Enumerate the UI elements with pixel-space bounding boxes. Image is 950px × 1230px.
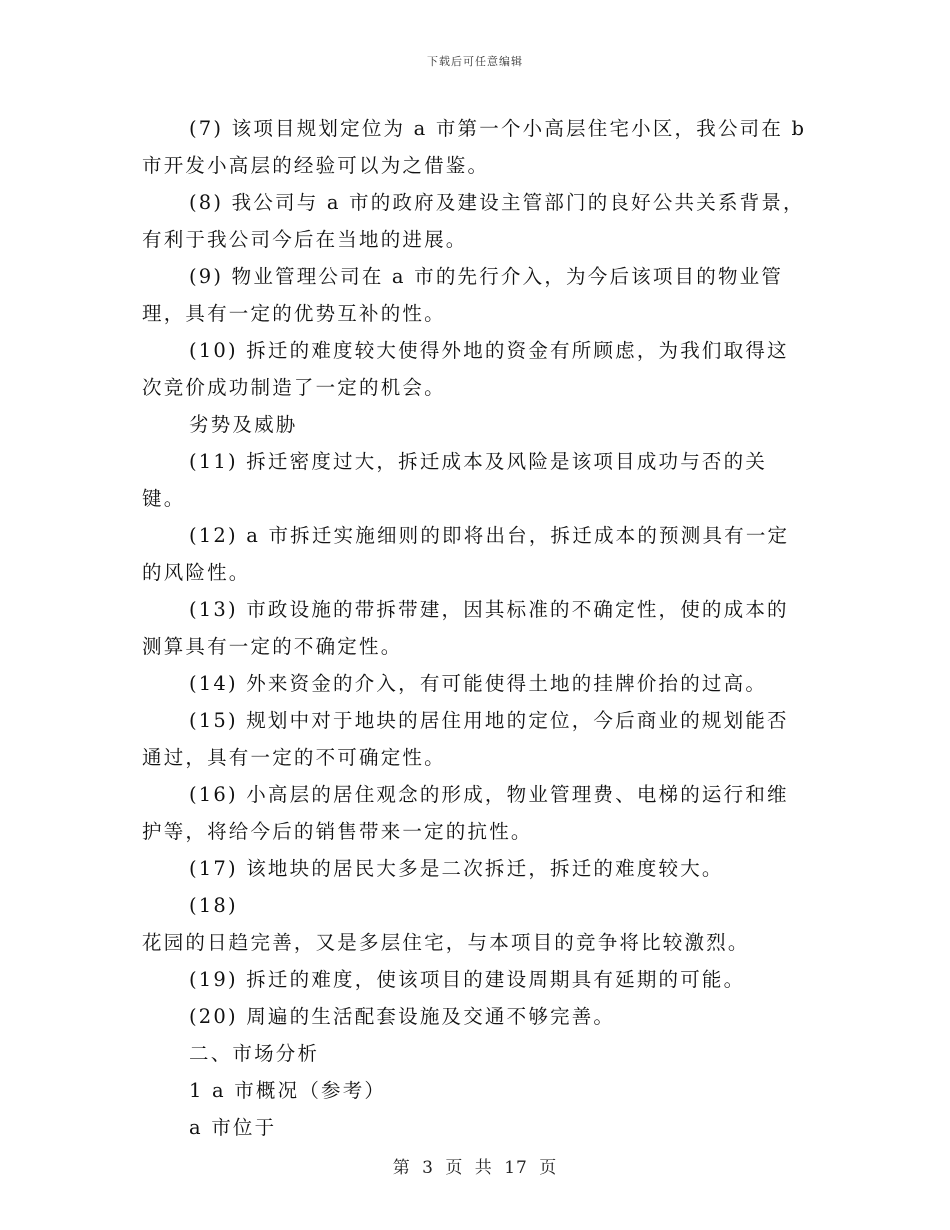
paragraph-18-number: (18) [189, 894, 238, 917]
paragraph-20: (20) 周遍的生活配套设施及交通不够完善。 [189, 1005, 616, 1028]
paragraph-7: (7) 该项目规划定位为 a 市第一个小高层住宅小区，我公司在 b 市开发小高层的经验可以为之借鉴。 [142, 117, 807, 177]
paragraph-13: (13) 市政设施的带拆带建，因其标准的不确定性，使的成本的测算具有一定的不确定性。 [142, 598, 789, 658]
paragraph-16: (16) 小高层的居住观念的形成，物业管理费、电梯的运行和维护等，将给今后的销售带来一定的抗性。 [142, 783, 789, 843]
paragraph-15: (15) 规划中对于地块的居住用地的定位，今后商业的规划能否通过，具有一定的不可确定性。 [142, 709, 789, 769]
paragraph-10: (10) 拆迁的难度较大使得外地的资金有所顾虑，为我们取得这次竞价成功制造了一定的机会。 [142, 339, 789, 399]
paragraph-location: a 市位于 [189, 1116, 277, 1139]
subsection-heading-overview: 1 a 市概况（参考） [189, 1079, 387, 1102]
paragraph-14: (14) 外来资金的介入，有可能使得土地的挂牌价抬的过高。 [189, 672, 768, 695]
paragraph-17: (17) 该地块的居民大多是二次拆迁，拆迁的难度较大。 [189, 857, 724, 880]
paragraph-12: (12) a 市拆迁实施细则的即将出台，拆迁成本的预测具有一定的风险性。 [142, 524, 790, 584]
paragraph-8: (8) 我公司与 a 市的政府及建设主管部门的良好公共关系背景，有利于我公司今后在当地的进展。 [142, 191, 805, 251]
paragraph-18-text: 花园的日趋完善，又是多层住宅，与本项目的竞争将比较激烈。 [142, 931, 750, 954]
section-heading-weaknesses: 劣势及威胁 [189, 413, 298, 436]
paragraph-19: (19) 拆迁的难度，使该项目的建设周期具有延期的可能。 [189, 968, 746, 991]
paragraph-11: (11) 拆迁密度过大，拆迁成本及风险是该项目成功与否的关键。 [142, 450, 768, 510]
document-body [142, 110, 807, 1146]
section-heading-market-analysis: 二、市场分析 [189, 1042, 320, 1065]
paragraph-9: (9) 物业管理公司在 a 市的先行介入，为今后该项目的物业管理，具有一定的优势互补的性。 [142, 265, 784, 325]
page-number-footer: 第 3 页 共 17 页 [392, 1158, 558, 1178]
page-header: 下载后可任意编辑 [427, 55, 523, 68]
